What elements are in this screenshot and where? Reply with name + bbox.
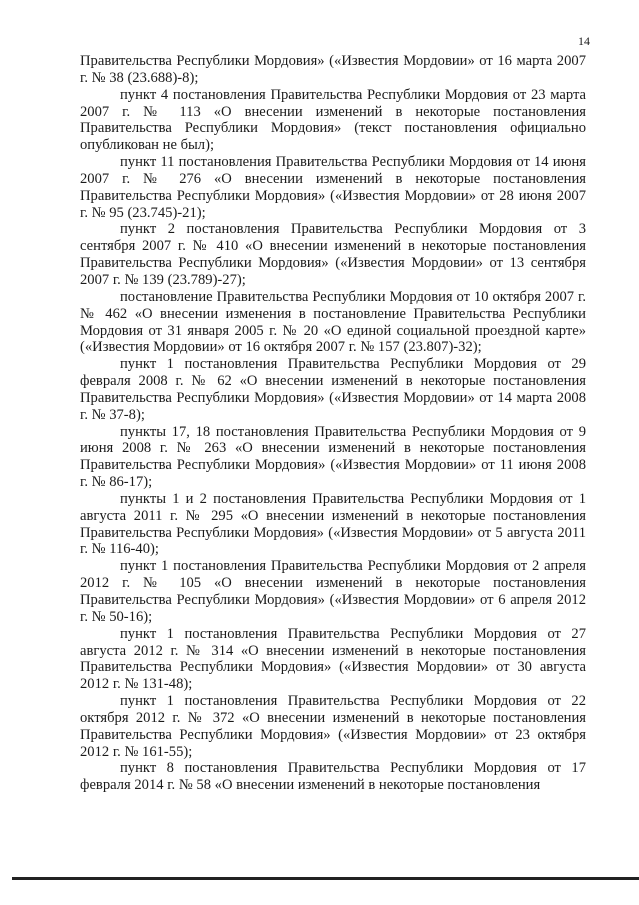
paragraph: пункт 1 постановления Правительства Республики Мордовия от 27 августа 2012 г. № 314 «О внесении изменений в некоторые постановления Правительства Республики Мордовия» («Известия Мордовии» от 30 августа 2012 г. № 131-48); xyxy=(80,625,586,693)
paragraph: пункт 1 постановления Правительства Республики Мордовия от 22 октября 2012 г. № 372 «О внесении изменений в некоторые постановления Правительства Республики Мордовия» («Известия Мордовии» от 23 октября 2012 г. № 161-55); xyxy=(80,693,586,760)
paragraph: пункт 1 постановления Правительства Республики Мордовия от 2 апреля 2012 г. № 105 «О внесении изменений в некоторые постановления Правительства Республики Мордовия» («Известия Мордовии» от 6 апреля 2012 г. № 50-16); xyxy=(80,558,586,625)
paragraph: пункт 11 постановления Правительства Республики Мордовия от 14 июня 2007 г. № 276 «О внесении изменений в некоторые постановления Правительства Республики Мордовия» («Известия Мордовии» от 28 июня 2007 г. № 95 (23.745)-21); xyxy=(80,154,586,221)
paragraph: пункты 17, 18 постановления Правительства Республики Мордовия от 9 июня 2008 г. № 263 «О внесении изменений в некоторые постановления Правительства Республики Мордовия» («Известия Мордовии» от 11 июня 2008 г. № 86-17); xyxy=(80,423,586,491)
paragraph: пункт 1 постановления Правительства Республики Мордовия от 29 февраля 2008 г. № 62 «О внесении изменений в некоторые постановления Правительства Республики Мордовия» («Известия Мордовии» от 14 марта 2008 г. № 37-8); xyxy=(80,356,586,423)
page-number: 14 xyxy=(578,34,590,48)
paragraph: пункт 4 постановления Правительства Республики Мордовия от 23 марта 2007 г. № 113 «О внесении изменений в некоторые постановления Правительства Республики Мордовия» (текст постановления официально опубликован не был); xyxy=(80,86,586,154)
paragraph: пункт 2 постановления Правительства Республики Мордовия от 3 сентября 2007 г. № 410 «О внесении изменений в некоторые постановления Правительства Республики Мордовия» («Известия Мордовии» от 13 сентября 2007 г. № 139 (23.789)-27); xyxy=(80,221,586,288)
document-body xyxy=(80,53,586,794)
paragraph: постановление Правительства Республики Мордовия от 10 октября 2007 г. № 462 «О внесении изменения в постановление Правительства Республики Мордовия от 31 января 2005 г. № 20 «О единой социальной проездной карте» («Известия Мордовии» от 16 октября 2007 г. № 157 (23.807)-32); xyxy=(80,288,586,356)
paragraph: пункты 1 и 2 постановления Правительства Республики Мордовия от 1 августа 2011 г. № 295 «О внесении изменений в некоторые постановления Правительства Республики Мордовия» («Известия Мордовии» от 5 августа 2011 г. № 116-40); xyxy=(80,490,586,558)
paragraph: Правительства Республики Мордовия» («Известия Мордовии» от 16 марта 2007 г. № 38 (23.688)-8); xyxy=(80,53,586,86)
bottom-scan-edge-line xyxy=(12,877,639,880)
paragraph: пункт 8 постановления Правительства Республики Мордовия от 17 февраля 2014 г. № 58 «О внесении изменений в некоторые постановления xyxy=(80,760,586,794)
